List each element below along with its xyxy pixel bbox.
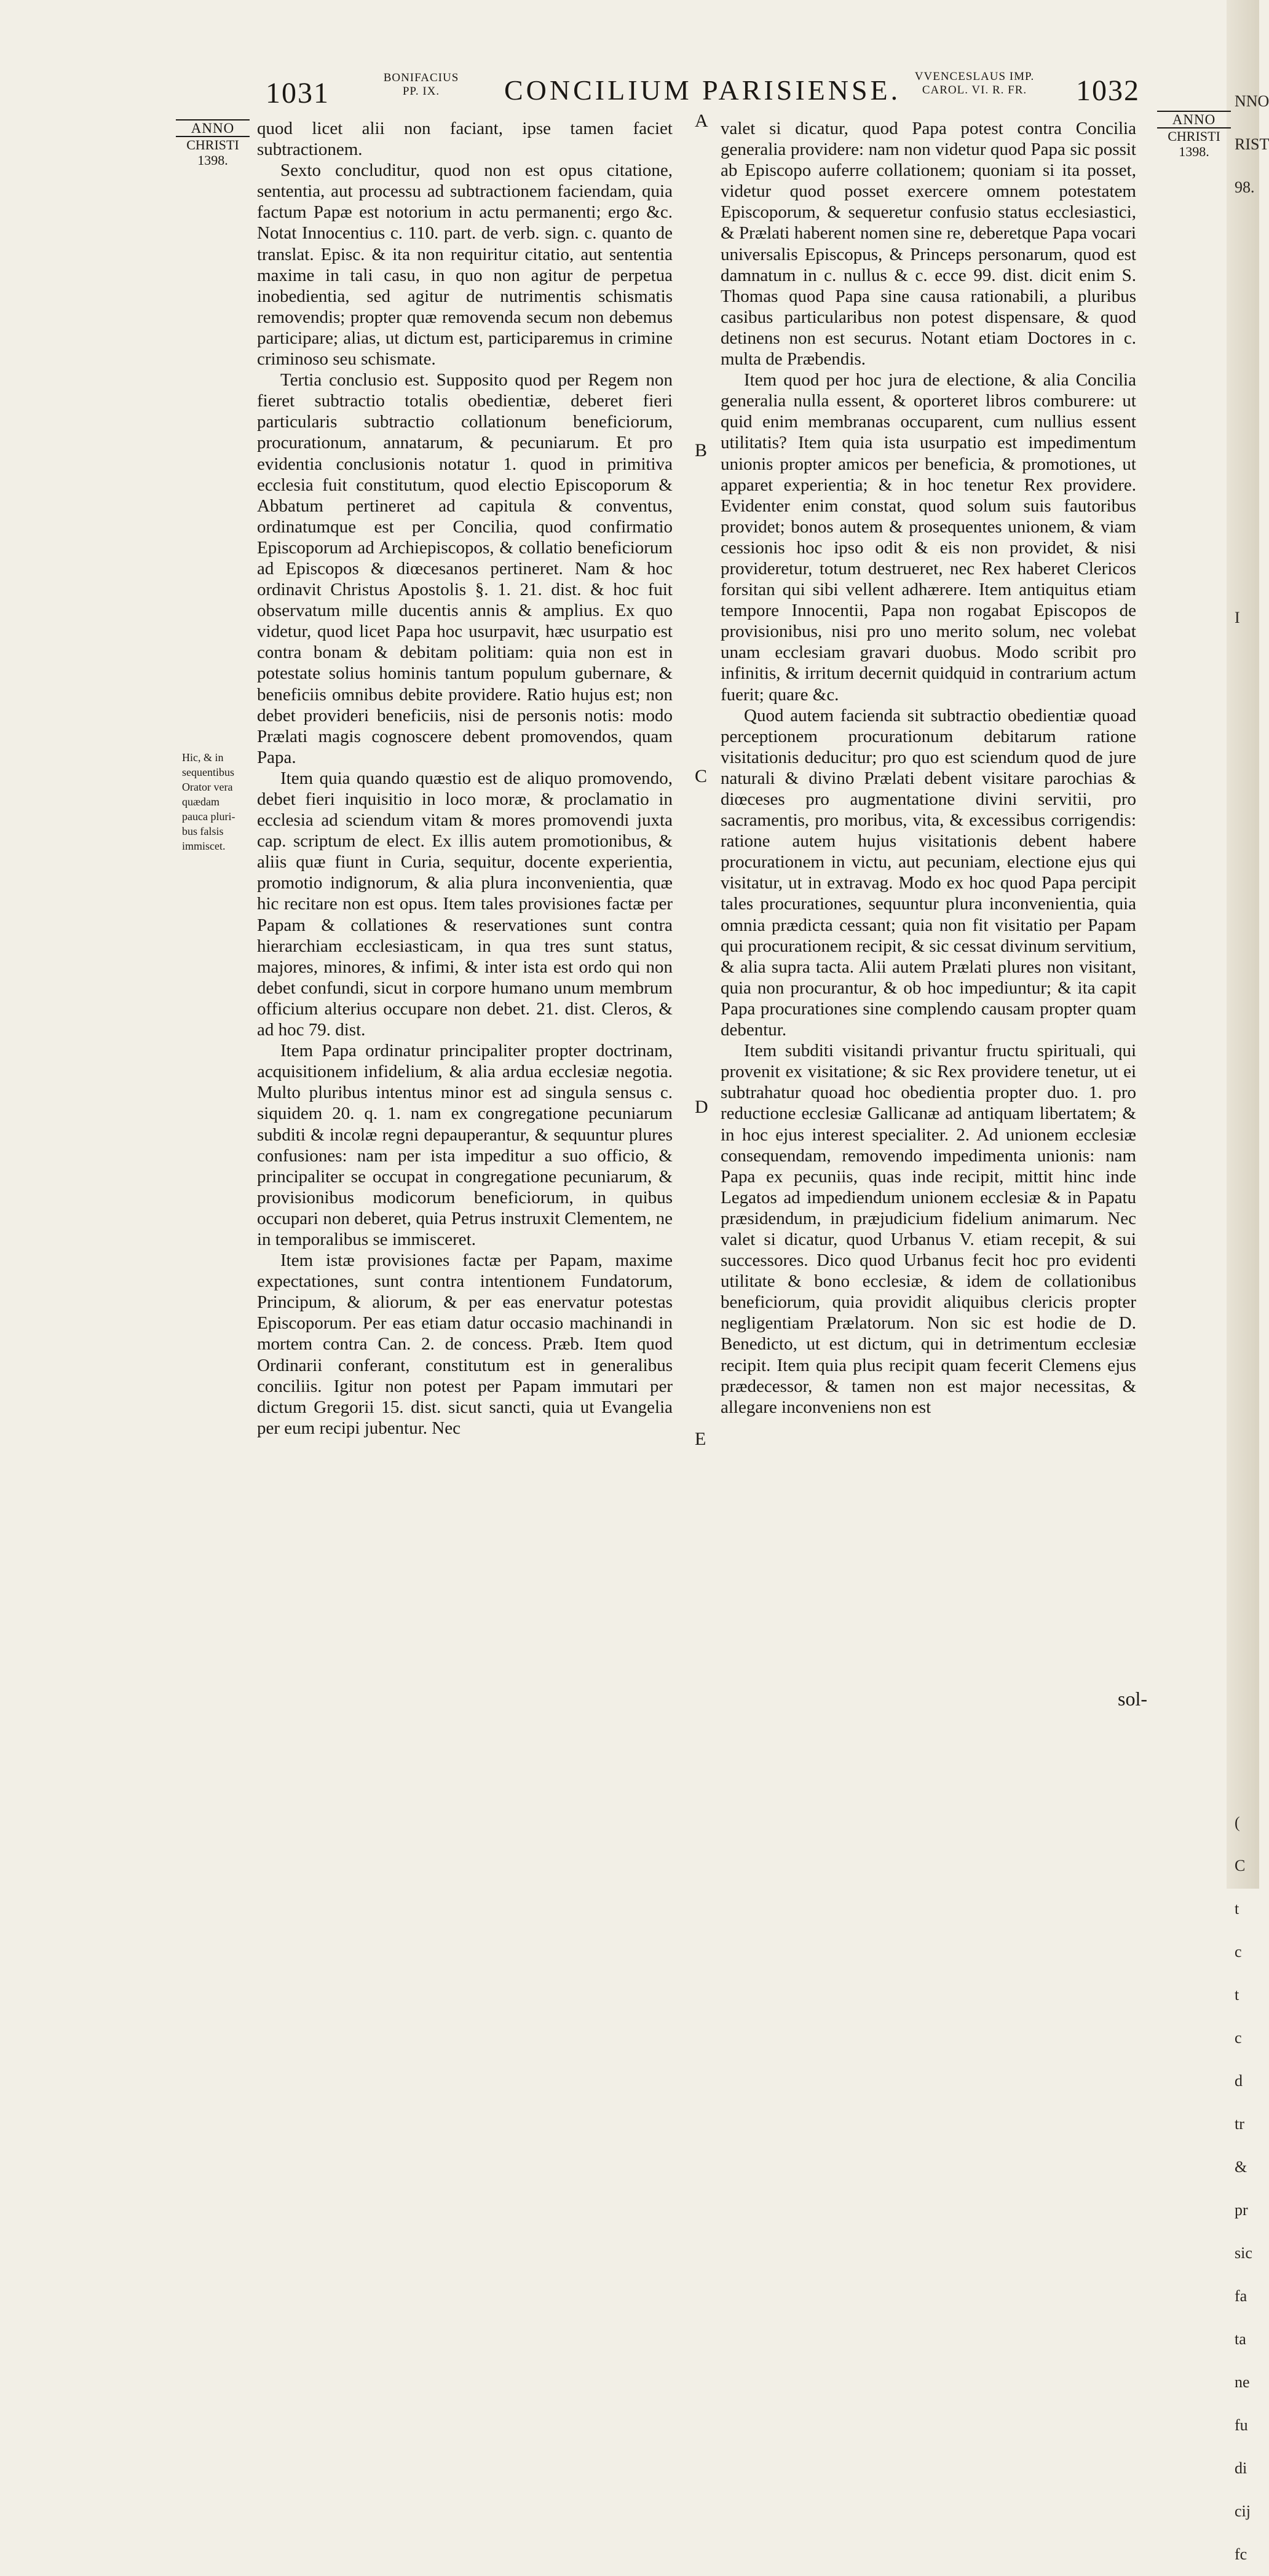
edge-fragment: ( bbox=[1235, 1814, 1240, 1831]
section-letter-a: A bbox=[695, 111, 708, 131]
anno-christi-right bbox=[1157, 111, 1231, 159]
edge-fragment: d bbox=[1235, 2072, 1243, 2090]
catchword: sol- bbox=[1118, 1688, 1147, 1710]
edge-fragment: fa bbox=[1235, 2287, 1247, 2305]
anno-label: ANNO bbox=[1157, 111, 1231, 128]
anno-label: ANNO bbox=[176, 119, 250, 137]
edge-fragment: & bbox=[1235, 2158, 1247, 2176]
edge-fragment: tr bbox=[1235, 2115, 1244, 2133]
side-note-line: immiscet. bbox=[182, 840, 226, 852]
section-letter-d: D bbox=[695, 1097, 708, 1117]
header-emperor: VVENCESLAUS IMP. bbox=[914, 70, 1035, 83]
edge-fragment: ne bbox=[1235, 2373, 1250, 2391]
edge-fragment bbox=[1235, 553, 1259, 596]
edge-fragment: RIST bbox=[1235, 135, 1269, 153]
edge-fragment: 98. bbox=[1235, 178, 1255, 196]
edge-fragment: fc bbox=[1235, 2545, 1247, 2563]
paragraph: Item Papa ordinatur principaliter propter doctrinam, acquisitionem infidelium, & alia ardua ecclesiæ negotia. Multo pluribus intentus minor est ad singula sensus c. siquidem 20. q. 1. nam ex congregatione pecuniarum subditi & incolæ regni depauperantur, & sequuntur plures confusiones: nam per ista impeditur a suo officio, & principaliter se occupat in congregatione pecuniarum, & provisionibus modicorum beneficiorum, in quibus occupari non deberet, quia Petrus instruxit Clementem, ne in temporalibus se immisceret. bbox=[257, 1041, 673, 1249]
edge-fragment bbox=[1235, 1156, 1259, 1199]
section-letter-e: E bbox=[695, 1429, 706, 1449]
header-pope-name: BONIFACIUS bbox=[383, 71, 459, 84]
paragraph: Item subditi visitandi privantur fructu spirituali, qui provenit ex visitatione; & sic Rex providere tenetur, ut ei subtrahatur quoad hoc obedientia propter duo. 1. pro reductione ecclesiæ Gallicanæ ad antiquam libertatem; & in hoc ejus interest specialiter. 2. Ad unionem ecclesiæ consequendam, removendo impedimenta unionis: nam Papa ex pecuniis, quas inde recipit, mittit hinc inde Legatos ad impediendum unionem ecclesiæ & in Papatu præsidendum, in præjudicium fidelium animarum. Nec valet si dicatur, quod Urbanus V. etiam recepit, & sui successores. Dico quod Urbanus fecit hoc pro evidenti utilitate & bono ecclesiæ, & idem de collationibus beneficiorum, quia providit aliquibus clericis propter negligentiam Prælatorum. Non sic est hodie de D. Benedicto, ut est dictum, qui in detrimentum ecclesiæ recipit. Item quia plus recipit quam fecerit Clemens ejus prædecessor, & tamen non est major necessitas, & allegare inconveniens non est bbox=[721, 1041, 1136, 1417]
paragraph: Item quia quando quæstio est de aliquo promovendo, debet fieri inquisitio in loco moræ, & proclamatio in ecclesia ad sciendum vitam & mores promovendi juxta cap. scriptum de elect. Ex illis autem promotionibus, & aliis quæ fiunt in Curia, sequitur, docente experientia, promotio indignorum, & alia plura inconvenientia, quæ hic recitare non est opus. Item tales provisiones factæ per Papam & collationes & reservationes sunt contra hierarchiam ecclesiasticam, in qua tres sunt status, majores, minores, & infimi, & inter ista est ordo qui non debet confundi, sicut in corpore humano unum membrum officium alterius occupare non debet. 21. dist. Cleros, & ad hoc 79. dist. bbox=[257, 768, 673, 1040]
side-note-line: bus falsis bbox=[182, 825, 224, 837]
edge-fragment bbox=[1235, 1715, 1259, 1758]
edge-fragment bbox=[1235, 812, 1259, 855]
page-number-right: 1032 bbox=[1076, 74, 1140, 107]
edge-fragment: C bbox=[1235, 1857, 1246, 1875]
edge-fragment bbox=[1235, 1285, 1259, 1328]
edge-fragment: di bbox=[1235, 2459, 1247, 2477]
edge-fragment: cij bbox=[1235, 2502, 1251, 2520]
edge-fragment bbox=[1235, 1242, 1259, 1285]
paragraph: Item quod per hoc jura de electione, & alia Concilia generalia nulla essent, & oporteret libros comburere: ut quid enim membranas occuparent, cum nullius essent utilitatis? Item quia ista usurpatio est impedimentum unionis propter amicos per beneficia, & promotiones, ut apparet experientia; & in hoc tenetur Rex providere. Evidenter enim constat, quod solum suis fautoribus providet; bonos autem & prosequentes unionem, & viam cessionis hoc ipso odit & eis non providet, & nisi provideretur, totum destrueret, nec Rex haberet Clericos forsitan qui sibi vellent adhærere. Item antiquitus etiam tempore Innocentii, Papa non rogabat Episcopos de provisionibus, nisi pro uno merito solum, nec volebat unam ecclesiam gravari duobus. Modo scribit pro infinitis, & irritum decernit quidquid in contrarium actum fuerit; quare &c. bbox=[721, 370, 1136, 705]
edge-fragment bbox=[1235, 1457, 1259, 1500]
adjacent-page-fragments bbox=[1235, 80, 1269, 2563]
edge-fragment bbox=[1235, 424, 1259, 467]
side-note-line: Hic, & in bbox=[182, 751, 224, 764]
paragraph: Tertia conclusio est. Supposito quod per Regem non fieret subtractio totalis obedientiæ, deberet fieri particularis subtractio collationum beneficiorum, procurationum, annatarum, & pecuniarum. Et pro evidentia conclusionis notatur 1. quod in primitiva ecclesia fuit constitutum, quod electio Episcoporum & Abbatum pertineret ad capitula & conventus, ordinatumque est per Concilia, quod confirmatio Episcoporum ad Archiepiscopos, & collatio beneficiorum ad Episcopos & diœcesanos pertineret. Nam & hoc ordinavit Christus Apostolis §. 1. 21. dist. & hoc fuit observatum mille ducentis annis & amplius. Ex quo videtur, quod licet Papa hoc usurpavit, hæc usurpatio est contra bonam & debitam politiam: quia non est in potestate solius hominis tantum populum gubernare, & beneficiis omnibus debite providere. Ratio hujus est; non debet provideri beneficiis, nisi de personis notis: modo Prælati magis cognoscere debent promovendos, quam Papa. bbox=[257, 370, 673, 767]
edge-fragment bbox=[1235, 1199, 1259, 1242]
anno-christi-left bbox=[176, 119, 250, 168]
edge-fragment: sic bbox=[1235, 2244, 1252, 2262]
edge-fragment bbox=[1235, 510, 1259, 553]
christi-label: CHRISTI bbox=[186, 137, 239, 152]
text-column-right bbox=[721, 118, 1136, 1418]
edge-fragment bbox=[1235, 1586, 1259, 1629]
side-note-line: Orator vera bbox=[182, 781, 233, 793]
edge-fragment bbox=[1235, 984, 1259, 1027]
edge-fragment bbox=[1235, 338, 1259, 381]
side-note-line: quædam bbox=[182, 796, 219, 808]
edge-fragment bbox=[1235, 1543, 1259, 1586]
edge-fragment bbox=[1235, 1070, 1259, 1113]
edge-fragment bbox=[1235, 941, 1259, 984]
paragraph: valet si dicatur, quod Papa potest contra Concilia generalia providere: nam non videtur quod Papa sic possit ab Episcopo auferre collationem; quoniam si ita posset, videtur quod posset exercere omnem potestatem Episcoporum, & sequeretur confusio status ecclesiastici, & Prælati haberent nomen sine re, deberetque Papa vocari universalis Episcopus, & Princeps personarum, quod est damnatum in c. nullus & c. ecce 99. dist. dicit enim S. Thomas quod Papa sine causa rationabili, a pluribus casibus particularibus non potest dispensare, & quod detinens non est securus. Notant etiam Doctores in c. multa de Præbendis. bbox=[721, 119, 1136, 369]
edge-fragment bbox=[1235, 467, 1259, 510]
edge-fragment bbox=[1235, 381, 1259, 424]
edge-fragment bbox=[1235, 1113, 1259, 1156]
edge-fragment bbox=[1235, 1414, 1259, 1457]
section-letter-b: B bbox=[695, 440, 708, 460]
christi-label: CHRISTI bbox=[1168, 128, 1220, 144]
edge-fragment bbox=[1235, 209, 1259, 252]
edge-fragment bbox=[1235, 1629, 1259, 1672]
running-header bbox=[0, 66, 1259, 109]
text-column-left bbox=[257, 118, 673, 1439]
edge-fragment bbox=[1235, 682, 1259, 725]
edge-fragment: t bbox=[1235, 1900, 1239, 1918]
edge-fragment bbox=[1235, 898, 1259, 941]
year-label: 1398. bbox=[197, 152, 228, 168]
page-title: CONCILIUM PARISIENSE. bbox=[504, 74, 901, 106]
side-note-line: sequentibus bbox=[182, 766, 234, 778]
edge-fragment bbox=[1235, 1500, 1259, 1543]
edge-fragment: c bbox=[1235, 1943, 1242, 1961]
edge-fragment: c bbox=[1235, 2029, 1242, 2047]
paragraph: Item istæ provisiones factæ per Papam, maxime expectationes, sunt contra intentionem Fundatorum, Principum, & aliorum, & per eas enervatur potestas Episcoporum. Per eas etiam datur occasio machinandi in mortem contra Can. 2. de concess. Præb. Item quod Ordinarii conferant, constitutum est in generalibus conciliis. Igitur non potest per Papam immutari per dictum Gregorii 15. dist. sicut sancti, quia ut Evangelia per eum recipi jubentur. Nec bbox=[257, 1250, 673, 1438]
edge-fragment bbox=[1235, 1672, 1259, 1715]
side-note-line: pauca pluri- bbox=[182, 810, 235, 823]
edge-fragment: pr bbox=[1235, 2201, 1248, 2219]
header-rulers bbox=[898, 70, 1051, 97]
edge-fragment bbox=[1235, 1328, 1259, 1371]
edge-fragment: ta bbox=[1235, 2330, 1246, 2348]
section-letter-c: C bbox=[695, 766, 708, 786]
header-pope bbox=[369, 71, 473, 98]
edge-fragment bbox=[1235, 768, 1259, 812]
year-label: 1398. bbox=[1179, 144, 1209, 159]
edge-fragment bbox=[1235, 1758, 1259, 1801]
edge-fragment: fu bbox=[1235, 2416, 1248, 2434]
edge-fragment: t bbox=[1235, 1986, 1239, 2004]
side-note bbox=[182, 750, 256, 853]
paragraph: quod licet alii non faciant, ipse tamen faciet subtractionem. bbox=[257, 119, 673, 160]
edge-fragment bbox=[1235, 855, 1259, 898]
edge-fragment bbox=[1235, 725, 1259, 768]
header-pope-number: PP. IX. bbox=[402, 85, 440, 98]
paragraph: Quod autem facienda sit subtractio obedientiæ quoad perceptionem procurationum debitarum ratione visitationis deducitur; pro quo est sciendum quod de jure naturali & divino Prælati debent visitare parochias & diœceses pro augmentatione divini servitii, pro sacramentis, pro moribus, vita, & excessibus corrigendis: ratione autem hujus visitationis debent habere procurationem in victu, aut pecuniam, electione ejus qui visitatur, ut in extravag. Modo ex hoc quod Papa percipit tales procurationes, sequuntur plura inconvenientia, quia omnia prædicta cessant; quia non fit visitatio per Papam qui procurationem recipit, & sic cessat divinum servitium, & alia supra tacta. Alii autem Prælati plures non visitant, quia non procurantur, & ob hoc impediuntur; & ita capit Papa procurationes sine complendo causam propter quam debentur. bbox=[721, 705, 1136, 1040]
header-king: CAROL. VI. R. FR. bbox=[922, 84, 1027, 97]
page-number-left: 1031 bbox=[266, 77, 330, 109]
edge-fragment: NNO bbox=[1235, 92, 1269, 110]
edge-fragment: I bbox=[1235, 609, 1240, 626]
edge-fragment bbox=[1235, 639, 1259, 682]
edge-fragment bbox=[1235, 1027, 1259, 1070]
edge-fragment bbox=[1235, 252, 1259, 295]
edge-fragment bbox=[1235, 1371, 1259, 1414]
paragraph: Sexto concluditur, quod non est opus citatione, sententia, aut processu ad subtractionem faciendam, quia factum Papæ est notorium in actu permanenti; ergo &c. Notat Innocentius c. 110. part. de verb. sign. c. quanto de translat. Episc. & ita non requiritur citatio, aut sententia maxime in tali casu, in quo non agitur de perpetua inobedientia, sed agitur de nutrimentis schismatis removendis; propter quæ removenda secum non debemus participare; alias, ut dictum est, participaremus in crimine criminoso seu schismate. bbox=[257, 160, 673, 369]
edge-fragment bbox=[1235, 295, 1259, 338]
